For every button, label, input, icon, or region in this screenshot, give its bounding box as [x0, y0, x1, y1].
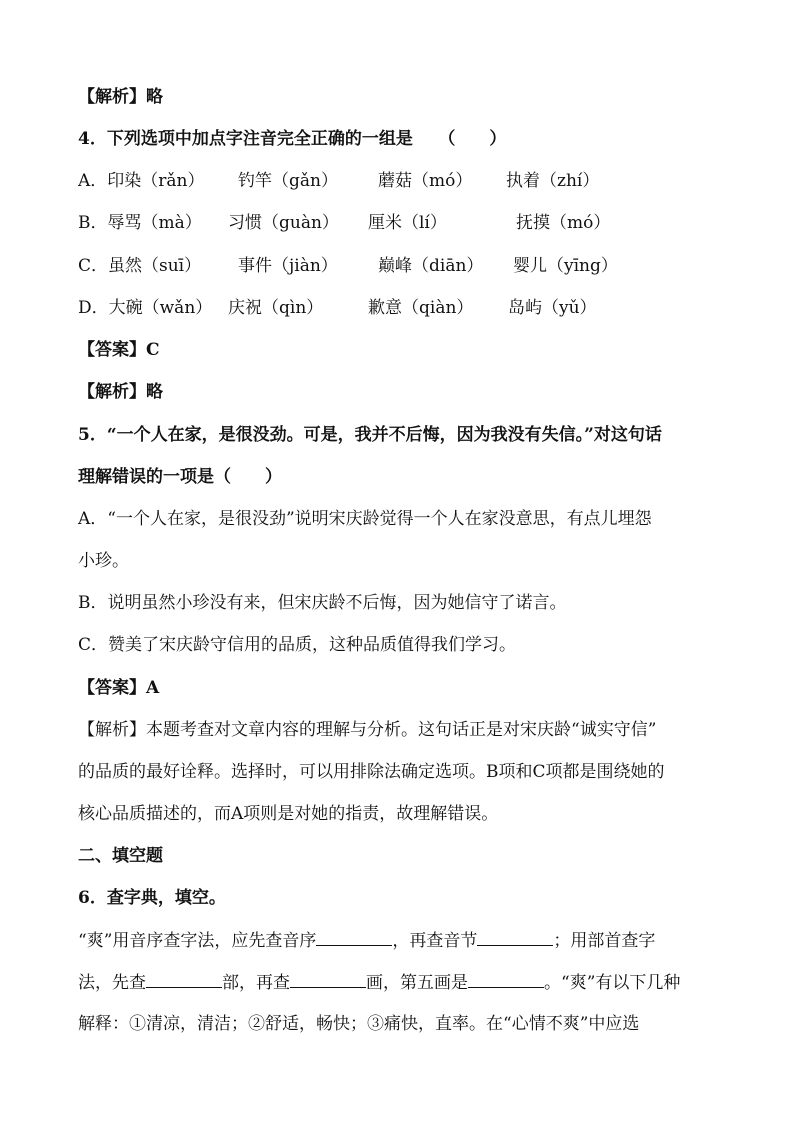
question-4-stem: 4．下列选项中加点字注音完全正确的一组是 （ ）: [78, 129, 507, 149]
blank-fifth-stroke[interactable]: [468, 971, 544, 988]
option-d-item-2: 庆祝（qìn）: [228, 298, 324, 318]
q6-line1: [78, 929, 655, 952]
q6-line2-text-c: 画，第五画是: [366, 973, 468, 993]
q5-answer: 【答案】A: [78, 678, 160, 698]
question-6-stem: 6．查字典，填空。: [78, 888, 226, 908]
q4-analysis: 【解析】略: [78, 382, 163, 402]
q6-line1-text-a: “爽”用音序查字法，应先查音序: [78, 931, 317, 951]
question-5-stem-line1: 5．“一个人在家，是很没劲。可是，我并不后悔，因为我没有失信。”对这句话: [78, 425, 662, 445]
section-heading-fill-in: 二、填空题: [78, 846, 163, 866]
q6-line3: 解释：①清凉，清洁；②舒适，畅快；③痛快，直率。在“心情不爽”中应选: [78, 1014, 640, 1034]
option-b-item-1: B．辱骂（mà）: [78, 213, 202, 233]
blank-syllable[interactable]: [477, 929, 553, 946]
q6-line2: [78, 971, 680, 994]
option-b-item-4: 抚摸（mó）: [516, 213, 611, 233]
q5-option-a-line2: 小珍。: [78, 551, 129, 571]
q5-analysis-line2: 的品质的最好诠释。选择时，可以用排除法确定选项。B项和C项都是围绕她的: [78, 762, 665, 782]
q5-analysis-line3: 核心品质描述的，而A项则是对她的指责，故理解错误。: [78, 804, 499, 824]
blank-stroke-count[interactable]: [290, 971, 366, 988]
q4-option-b: [78, 212, 610, 234]
option-b-item-2: 习惯（guàn）: [228, 213, 339, 233]
q4-option-c: [78, 255, 618, 277]
q5-option-a-line1: A．“一个人在家，是很没劲”说明宋庆龄觉得一个人在家没意思，有点儿埋怨: [78, 509, 652, 529]
q5-analysis-line1: 【解析】本题考查对文章内容的理解与分析。这句话正是对宋庆龄“诚实守信”: [78, 720, 657, 740]
option-d-item-4: 岛屿（yǔ）: [508, 298, 597, 318]
q4-answer: 【答案】C: [78, 340, 160, 360]
option-c-item-1: C．虽然（suī）: [78, 256, 202, 276]
option-d-item-1: D．大碗（wǎn）: [78, 298, 213, 318]
q6-line1-text-c: ；用部首查字: [553, 931, 656, 951]
q6-line2-text-a: 法，先查: [78, 973, 146, 993]
option-a-item-3: 蘑菇（mó）: [378, 171, 473, 191]
question-5-stem-line2: 理解错误的一项是（ ）: [78, 467, 282, 487]
option-a-item-4: 执着（zhí）: [506, 171, 600, 191]
option-c-item-4: 婴儿（yīng）: [513, 256, 618, 276]
q6-line1-text-b: ，再查音节: [392, 931, 478, 951]
q6-line2-text-b: 部，再查: [222, 973, 290, 993]
blank-phonetic-letter[interactable]: [316, 929, 392, 946]
analysis-line-q3: 【解析】略: [78, 87, 163, 107]
option-d-item-3: 歉意（qiàn）: [368, 298, 474, 318]
q4-option-a: [78, 170, 599, 192]
blank-radical[interactable]: [146, 971, 222, 988]
option-a-item-1: A．印染（rǎn）: [78, 171, 205, 191]
q6-line2-text-d: 。“爽”有以下几种: [544, 973, 681, 993]
option-c-item-3: 巅峰（diān）: [378, 256, 484, 276]
q4-option-d: [78, 297, 597, 319]
option-b-item-3: 厘米（lí）: [368, 213, 447, 233]
option-c-item-2: 事件（jiàn）: [238, 256, 338, 276]
option-a-item-2: 钓竿（gǎn）: [238, 171, 338, 191]
q5-option-c: C．赞美了宋庆龄守信用的品质，这种品质值得我们学习。: [78, 635, 517, 655]
q5-option-b: B．说明虽然小珍没有来，但宋庆龄不后悔，因为她信守了诺言。: [78, 593, 567, 613]
